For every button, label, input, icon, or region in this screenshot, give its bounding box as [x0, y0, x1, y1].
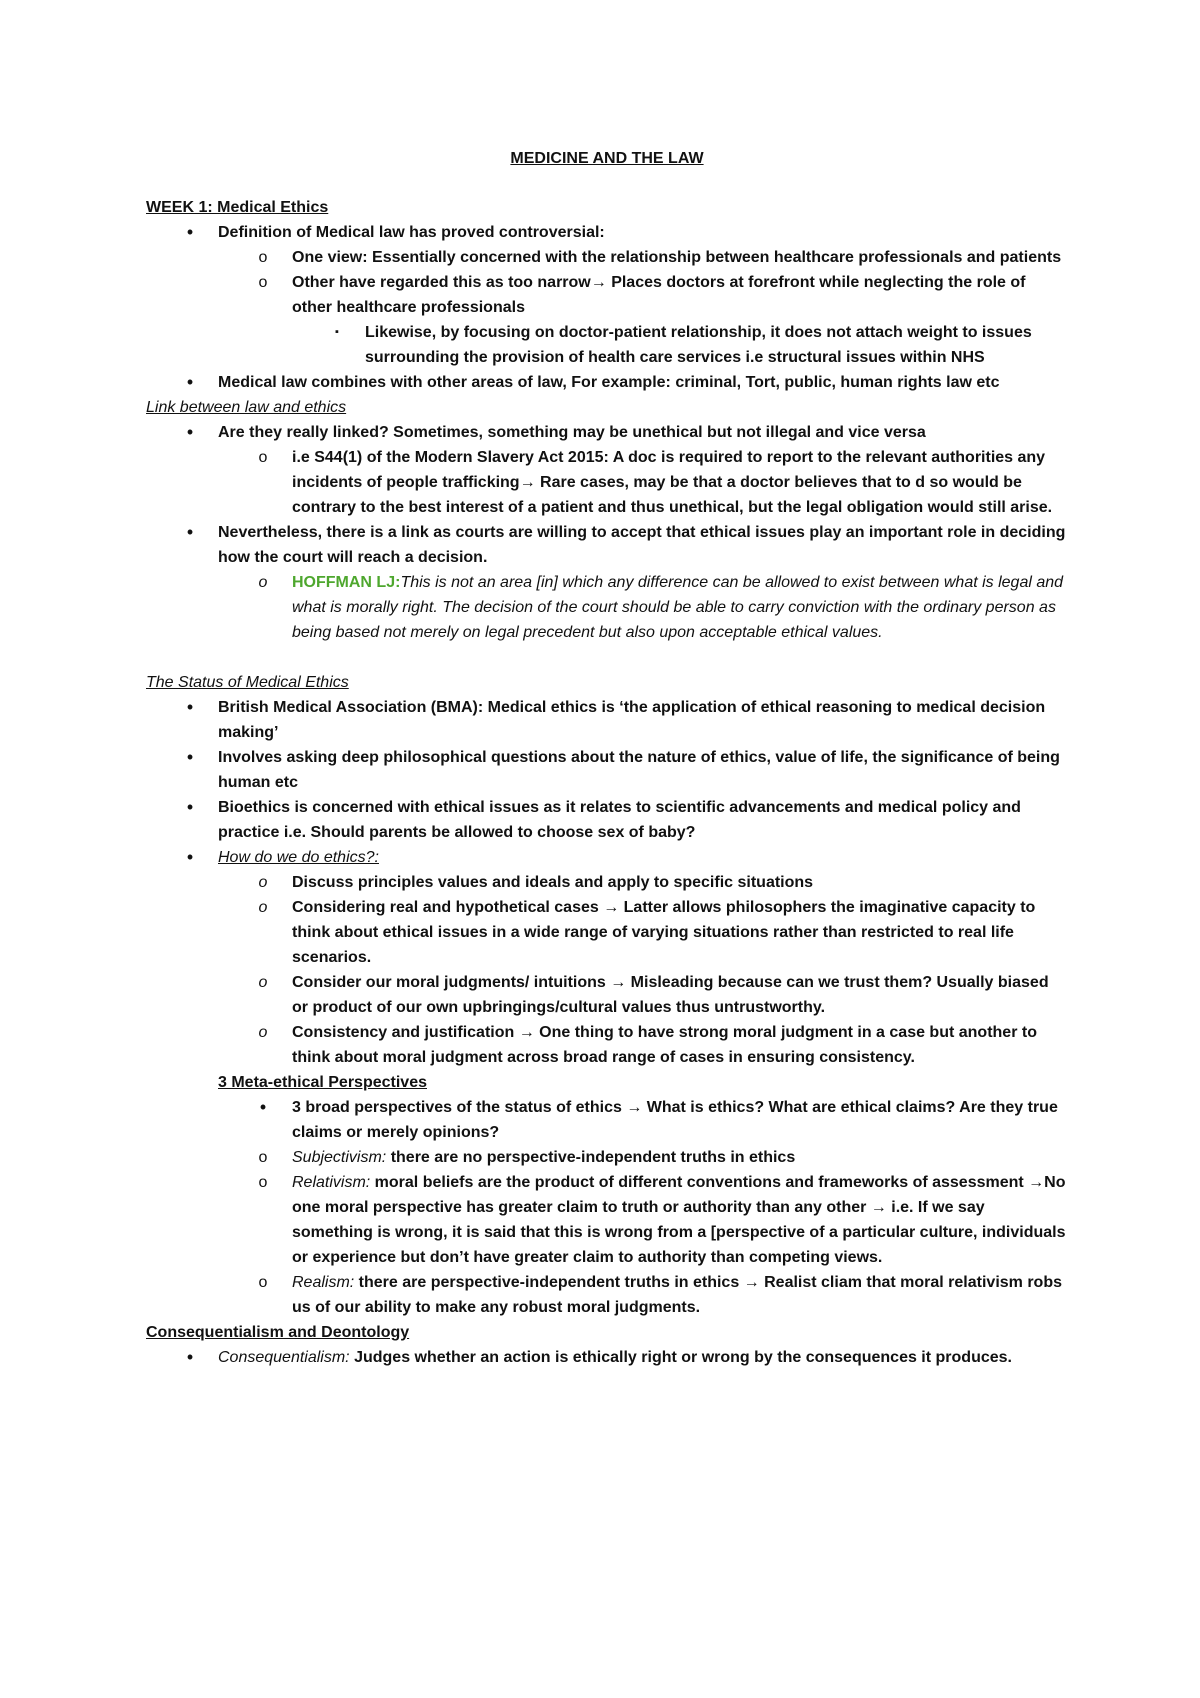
list-item [146, 1145, 1068, 1170]
circle-marker: o [258, 249, 268, 266]
list-item [146, 245, 1068, 270]
meta-heading: 3 Meta-ethical Perspectives [218, 1074, 427, 1091]
bullet-marker: • [186, 697, 194, 717]
list-item [146, 520, 1068, 570]
list-item [146, 795, 1068, 845]
list-item-text: Involves asking deep philosophical questions about the nature of ethics, value of life, the significance of being human etc [218, 749, 1060, 791]
list-item [146, 370, 1068, 395]
spacer [146, 645, 1068, 670]
subjectivism-text: there are no perspective-independent truths in ethics [386, 1149, 796, 1166]
circle-marker: o [258, 449, 268, 466]
circle-marker: o [258, 874, 268, 891]
circle-marker: o [258, 1149, 268, 1166]
list-item [146, 845, 1068, 870]
bullet-marker: • [186, 797, 194, 817]
list-item-text: Likewise, by focusing on doctor-patient relationship, it does not attach weight to issues surrounding the provision of health care services i.e structural issues within NHS [365, 324, 1032, 366]
circle-marker: o [258, 974, 268, 991]
circle-marker: o [258, 274, 268, 291]
bullet-marker: • [186, 422, 194, 442]
list-item [146, 1345, 1068, 1370]
hoffman-name: HOFFMAN LJ: [292, 574, 401, 591]
list-item-text: Considering real and hypothetical cases → Latter allows philosophers the imaginative capacity to think about ethical issues in a wide range of varying situations rather than restricted to real life scenarios. [292, 899, 1036, 966]
bullet-marker: • [186, 747, 194, 767]
conseq-heading: Consequentialism and Deontology [146, 1324, 410, 1341]
list-item-text: Definition of Medical law has proved controversial: [218, 224, 605, 241]
list-item [146, 570, 1068, 645]
circle-marker: o [258, 1274, 268, 1291]
list-item [146, 1270, 1068, 1320]
list-item [146, 1020, 1068, 1070]
relativism-term: Relativism: [292, 1174, 371, 1191]
list-item [146, 1170, 1068, 1270]
realism-text: there are perspective-independent truths in ethics → Realist cliam that moral relativism robs us of our ability to make any robust moral judgments. [292, 1274, 1062, 1316]
list-item-text: Nevertheless, there is a link as courts are willing to accept that ethical issues play an important role in deciding how the court will reach a decision. [218, 524, 1066, 566]
page-title: MEDICINE AND THE LAW [510, 150, 704, 167]
list-item [146, 220, 1068, 245]
relativism-text: moral beliefs are the product of different conventions and frameworks of assessment →No one moral perspective has greater claim to truth or authority than any other → i.e. If we say something is wrong, it is said that this is wrong from a [perspective of a particular culture, individuals or experience but don’t have greater claim to authority than competing views. [292, 1174, 1066, 1266]
list-item-text: Consider our moral judgments/ intuitions → Misleading because can we trust them? Usually biased or product of our own upbringings/cultural values thus untrustworthy. [292, 974, 1049, 1016]
list-item [146, 695, 1068, 745]
circle-marker: o [258, 899, 268, 916]
circle-marker: o [258, 1024, 268, 1041]
list-item [146, 445, 1068, 520]
list-item [146, 320, 1068, 370]
conseq-term: Consequentialism: [218, 1349, 350, 1366]
hoffman-quote: This is not an area [in] which any difference can be allowed to exist between what is legal and what is morally right. The decision of the court should be able to carry conviction with the ordinary person as being based not merely on legal precedent but also upon acceptable ethical values. [292, 574, 1064, 641]
list-item-text: Consistency and justification → One thing to have strong moral judgment in a case but another to think about moral judgment across broad range of cases in ensuring consistency. [292, 1024, 1037, 1066]
list-item-text: Medical law combines with other areas of law, For example: criminal, Tort, public, human rights law etc [218, 374, 1000, 391]
subjectivism-term: Subjectivism: [292, 1149, 387, 1166]
link-heading: Link between law and ethics [146, 399, 347, 416]
list-item-text: Other have regarded this as too narrow→ Places doctors at forefront while neglecting the role of other healthcare professionals [292, 274, 1026, 316]
how-heading: How do we do ethics?: [218, 849, 379, 866]
meta-heading-row [146, 1070, 1068, 1095]
bullet-marker: • [186, 1347, 194, 1367]
circle-marker: o [258, 574, 268, 591]
list-item-text: One view: Essentially concerned with the relationship between healthcare professionals and patients [292, 249, 1062, 266]
list-item [146, 1095, 1068, 1145]
realism-term: Realism: [292, 1274, 355, 1291]
list-item-text: British Medical Association (BMA): Medical ethics is ‘the application of ethical reasoning to medical decision making’ [218, 699, 1046, 741]
conseq-text: Judges whether an action is ethically right or wrong by the consequences it produces. [349, 1349, 1012, 1366]
bullet-marker: • [259, 1097, 267, 1117]
week1-heading: WEEK 1: Medical Ethics [146, 199, 329, 216]
list-item-text: 3 broad perspectives of the status of ethics → What is ethics? What are ethical claims? Are they true claims or merely opinions? [292, 1099, 1058, 1141]
bullet-marker: • [186, 847, 194, 867]
list-item [146, 970, 1068, 1020]
status-heading: The Status of Medical Ethics [146, 674, 349, 691]
list-item [146, 870, 1068, 895]
list-item-text: Discuss principles values and ideals and apply to specific situations [292, 874, 814, 891]
list-item [146, 745, 1068, 795]
list-item [146, 420, 1068, 445]
square-marker: ▪ [335, 326, 339, 338]
list-item-text: i.e S44(1) of the Modern Slavery Act 2015: A doc is required to report to the relevant authorities any incidents of people trafficking→ Rare cases, may be that a doctor believes that to d so would be contrary to the best interest of a patient and thus unethical, but the legal obligation would still arise. [292, 449, 1053, 516]
bullet-marker: • [186, 222, 194, 242]
bullet-marker: • [186, 522, 194, 542]
list-item [146, 895, 1068, 970]
circle-marker: o [258, 1174, 268, 1191]
list-item [146, 270, 1068, 320]
list-item-text: Bioethics is concerned with ethical issues as it relates to scientific advancements and medical policy and practice i.e. Should parents be allowed to choose sex of baby? [218, 799, 1021, 841]
list-item-text: Are they really linked? Sometimes, something may be unethical but not illegal and vice versa [218, 424, 926, 441]
bullet-marker: • [186, 372, 194, 392]
document-body [146, 146, 1068, 1370]
